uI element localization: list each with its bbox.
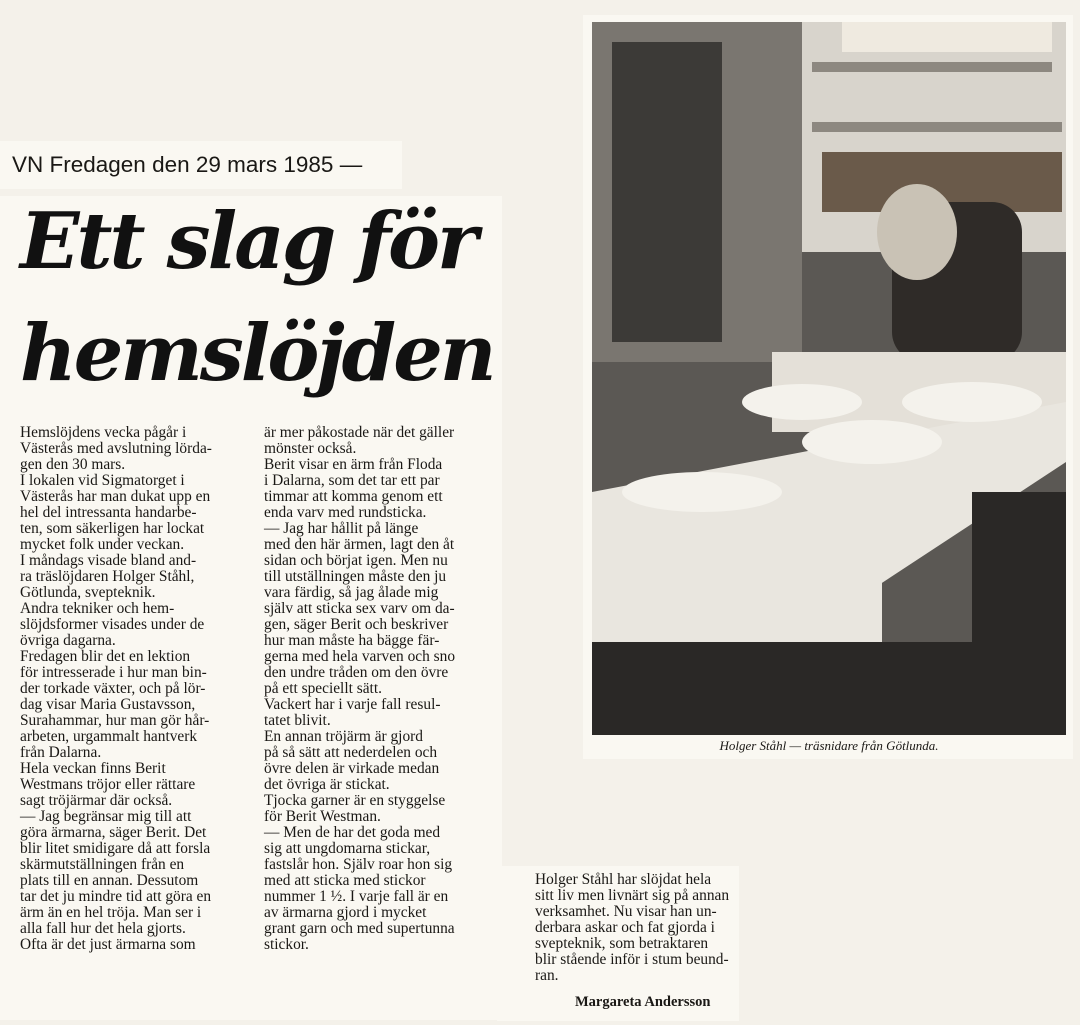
text-line: övriga dagarna. — [20, 632, 116, 649]
text-line: Andra tekniker och hem- — [20, 600, 175, 617]
text-line: blir stående inför i stum beund- — [535, 951, 729, 968]
text-line: vara färdig, så jag ålade mig — [264, 584, 439, 601]
text-line: mycket folk under veckan. — [20, 536, 185, 553]
text-line: göra ärmarna, säger Berit. Det — [20, 824, 207, 841]
text-line: med att sticka med stickor — [264, 872, 426, 889]
text-line: Vackert har i varje fall resul- — [264, 696, 441, 713]
text-line: med den här ärmen, lagt den åt — [264, 536, 455, 553]
text-line: till utställningen måste den ju — [264, 568, 447, 585]
text-line: En annan tröjärm är gjord — [264, 728, 423, 745]
text-line: Fredagen blir det en lektion — [20, 648, 191, 665]
text-line: derbara askar och fat gjorda i — [535, 919, 715, 936]
headline-line-1: Ett slag för — [20, 196, 476, 287]
text-line: I lokalen vid Sigmatorget i — [20, 472, 185, 489]
text-line: stickor. — [264, 936, 309, 953]
text-line: dag visar Maria Gustavsson, — [20, 696, 196, 713]
text-line: — Jag begränsar mig till att — [20, 808, 192, 825]
text-line: der torkade växter, och på lör- — [20, 680, 206, 697]
article-column-1 — [20, 425, 245, 953]
text-line: Holger Ståhl har slöjdat hela — [535, 871, 712, 888]
text-line: den undre tråden om den övre — [264, 664, 449, 681]
text-line: alla fall hur det hela gjorts. — [20, 920, 186, 937]
text-line: av ärmarna gjord i mycket — [264, 904, 427, 921]
text-line: i Dalarna, som det tar ett par — [264, 472, 440, 489]
text-line: timmar att komma genom ett — [264, 488, 443, 505]
photo-craftsman-at-workbench — [592, 22, 1066, 735]
text-line: Berit visar en ärm från Floda — [264, 456, 443, 473]
text-line: sitt liv men livnärt sig på annan — [535, 887, 730, 904]
text-line: gen den 30 mars. — [20, 456, 126, 473]
text-line: sidan och börjat igen. Men nu — [264, 552, 448, 569]
text-line: verksamhet. Nu visar han un- — [535, 903, 717, 920]
text-line: enda varv med rundsticka. — [264, 504, 427, 521]
text-line: Västerås med avslutning lörda- — [20, 440, 212, 457]
text-line: Hemslöjdens vecka pågår i — [20, 424, 187, 441]
text-line: från Dalarna. — [20, 744, 102, 761]
text-line: Surahammar, hur man gör hår- — [20, 712, 210, 729]
text-line: I måndags visade bland and- — [20, 552, 197, 569]
text-line: Westmans tröjor eller rättare — [20, 776, 196, 793]
text-line: det övriga är stickat. — [264, 776, 390, 793]
text-line: sagt tröjärmar där också. — [20, 792, 173, 809]
text-line: Hela veckan finns Berit — [20, 760, 166, 777]
photo-caption: Holger Ståhl — träsnidare från Götlunda. — [719, 738, 939, 753]
text-line: tar det ju mindre tid att göra en — [20, 888, 212, 905]
text-line: ärm än en hel tröja. Man ser i — [20, 904, 202, 921]
text-line: på ett speciellt sätt. — [264, 680, 382, 697]
headline — [0, 196, 502, 426]
text-line: Ofta är det just ärmarna som — [20, 936, 196, 953]
text-line: övre delen är virkade medan — [264, 760, 440, 777]
text-line: svepteknik, som betraktaren — [535, 935, 709, 952]
text-line: plats till en annan. Dessutom — [20, 872, 199, 889]
text-line: gerna med hela varven och sno — [264, 648, 456, 665]
text-line: grant garn och med supertunna — [264, 920, 455, 937]
text-line: skärmutställningen från en — [20, 856, 185, 873]
text-line: tatet blivit. — [264, 712, 331, 729]
dateline: VN Fredagen den 29 mars 1985 — — [0, 141, 402, 189]
text-line: Västerås har man dukat upp en — [20, 488, 211, 505]
article-column-2 — [264, 425, 489, 953]
text-line: Tjocka garner är en styggelse — [264, 792, 446, 809]
text-line: sig att ungdomarna stickar, — [264, 840, 431, 857]
text-line: gen, säger Berit och beskriver — [264, 616, 449, 633]
text-line: fastslår hon. Själv roar hon sig — [264, 856, 453, 873]
text-line: för Berit Westman. — [264, 808, 381, 825]
text-line: slöjdsformer visades under de — [20, 616, 205, 633]
text-line: hel del intressanta handarbe- — [20, 504, 197, 521]
article-column-3 — [535, 872, 735, 984]
text-line: ten, som säkerligen har lockat — [20, 520, 205, 537]
text-line: ra träslöjdaren Holger Ståhl, — [20, 568, 195, 585]
text-line: på så sätt att nederdelen och — [264, 744, 438, 761]
text-line: arbeten, urgammalt hantverk — [20, 728, 198, 745]
text-line: för intresserade i hur man bin- — [20, 664, 207, 681]
headline-line-2: hemslöjden — [20, 308, 494, 399]
text-line: nummer 1 ½. I varje fall är en — [264, 888, 449, 905]
text-line: är mer påkostade när det gäller — [264, 424, 455, 441]
text-line: själv att sticka sex varv om da- — [264, 600, 455, 617]
text-line: mönster också. — [264, 440, 357, 457]
byline: Margareta Andersson — [575, 994, 711, 1010]
text-line: Götlunda, svepteknik. — [20, 584, 156, 601]
text-line: — Men de har det goda med — [264, 824, 441, 841]
text-line: ran. — [535, 967, 559, 984]
text-line: blir litet smidigare då att forsla — [20, 840, 211, 857]
photo-illustration — [592, 22, 1066, 735]
text-line: — Jag har hållit på länge — [264, 520, 419, 537]
text-line: hur man måste ha bägge fär- — [264, 632, 440, 649]
